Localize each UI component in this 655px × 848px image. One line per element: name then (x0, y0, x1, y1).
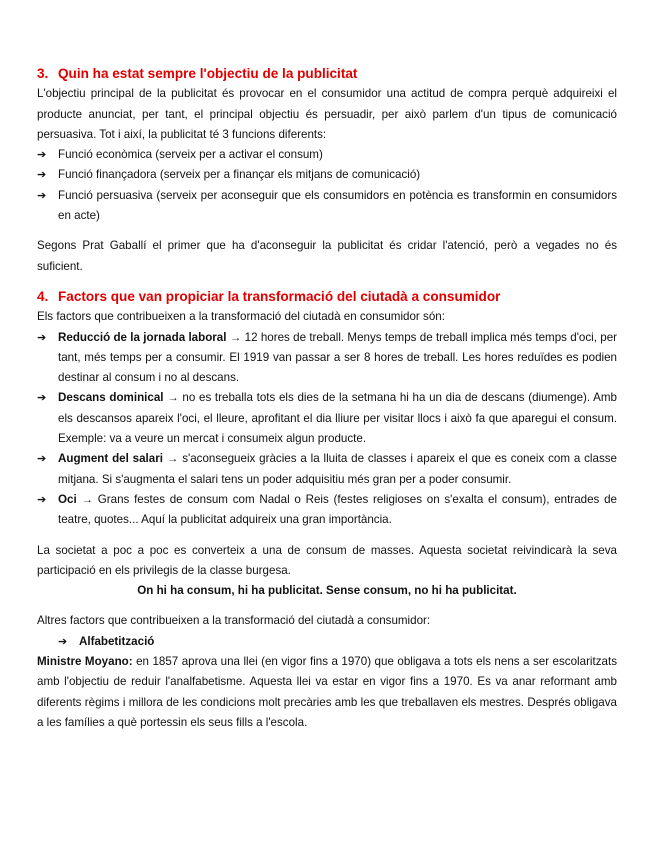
section-3-number: 3. (37, 66, 49, 81)
moyano-term: Ministre Moyano: (37, 655, 133, 669)
arrow-icon: ➔ (37, 149, 47, 162)
arrow-icon: ➔ (37, 169, 47, 182)
section-4-title: Factors que van propiciar la transformació del ciutadà a consumidor (58, 288, 501, 304)
moyano-paragraph: Ministre Moyano: en 1857 aprova una llei (en vigor fins a 1970) que obligava a tots els nens a ser escolaritzats amb l'objectiu de reduir l'analfabetisme. Aquesta llei va estar en vigor fins a 1970. Es va anar reformant amb diferents règims i millora de les condicions molt precàries amb les que treballaven els mestres. Després obligava a les famílies a què portessin els seus fills a l'escola. (37, 655, 617, 729)
section-3-title: Quin ha estat sempre l'objectiu de la publicitat (58, 66, 358, 81)
section-4-intro: Els factors que contribueixen a la transformació del ciutadà en consumidor són: (37, 310, 445, 324)
list-item: ➔ Descans dominical → no es treballa tots els dies de la setmana hi ha un dia de descans (diumenge). Amb els descansos apareix l'oci, el lleure, aprofitant el dia lliure per visitar llocs i això fa que aparegui el consum. Exemple: va a veure un mercat i consumeix algun producte. (37, 388, 617, 449)
motto: On hi ha consum, hi ha publicitat. Sense consum, no hi ha publicitat. (137, 584, 517, 598)
arrow-icon: ➔ (37, 453, 47, 466)
document-page (37, 64, 617, 733)
factor-term: Descans dominical (58, 391, 164, 405)
society-paragraph: La societat a poc a poc es converteix a una de consum de masses. Aquesta societat reivindicarà la seva participació en els privilegis de la classe burgesa. (37, 543, 617, 577)
section-3-note: Segons Prat Gaballí el primer que ha d'aconseguir la publicitat és cridar l'atenció, però a vegades no és suficient. (37, 239, 617, 273)
arrow-icon: ➔ (37, 493, 47, 506)
other-factors-intro: Altres factors que contribueixen a la transformació del ciutadà a consumidor: (37, 614, 431, 628)
arrow-icon: ➔ (58, 635, 68, 648)
factor-term: Reducció de la jornada laboral (58, 330, 227, 344)
factor-term: Augment del salari (58, 452, 163, 466)
arrow-icon: ➔ (37, 189, 47, 202)
arrow-icon: ➔ (37, 331, 47, 344)
list-item: ➔ Reducció de la jornada laboral → 12 hores de treball. Menys temps de treball implica més temps d'oci, per tant, més temps per a consumir. El 1919 van passar a ser 8 hores de treball. Les hores reduïdes es podien destinar al consum i no al descans. (37, 328, 617, 389)
section-3-intro: L'objectiu principal de la publicitat és provocar en el consumidor una actitud de compra perquè adquireixi el producte anunciat, per tant, el principal objectiu és persuadir, per això parlem d'un tipus de comunicació persuasiva. Tot i així, la publicitat té 3 funcions diferents: (37, 87, 617, 141)
list-item: ➔ Funció econòmica (serveix per a activar el consum) (37, 145, 617, 165)
factors-list (37, 328, 617, 531)
arrow-icon: ➔ (37, 392, 47, 405)
functions-list (37, 145, 617, 226)
section-4-number: 4. (37, 288, 49, 304)
section-3-heading (37, 64, 617, 84)
list-item: ➔ Funció finançadora (serveix per a finançar els mitjans de comunicació) (37, 165, 617, 185)
list-item: ➔ Funció persuasiva (serveix per aconseguir que els consumidors en potència es transformin en consumidors en acte) (37, 186, 617, 227)
factor-term: Oci (58, 492, 77, 506)
list-item: ➔ Augment del salari → s'aconsegueix gràcies a la lluita de classes i apareix el que es coneix com a classe mitjana. Si s'augmenta el salari tens un poder adquisitiu més gran per a poder consumir. (37, 449, 617, 490)
list-item: ➔ Oci → Grans festes de consum com Nadal o Reis (festes religioses on s'exalta el consum), entrades de teatre, quotes... Aquí la publicitat adquireix una gran importància. (37, 490, 617, 531)
section-4-heading (37, 287, 617, 307)
other-factor-item: ➔ Alfabetització (37, 632, 617, 652)
